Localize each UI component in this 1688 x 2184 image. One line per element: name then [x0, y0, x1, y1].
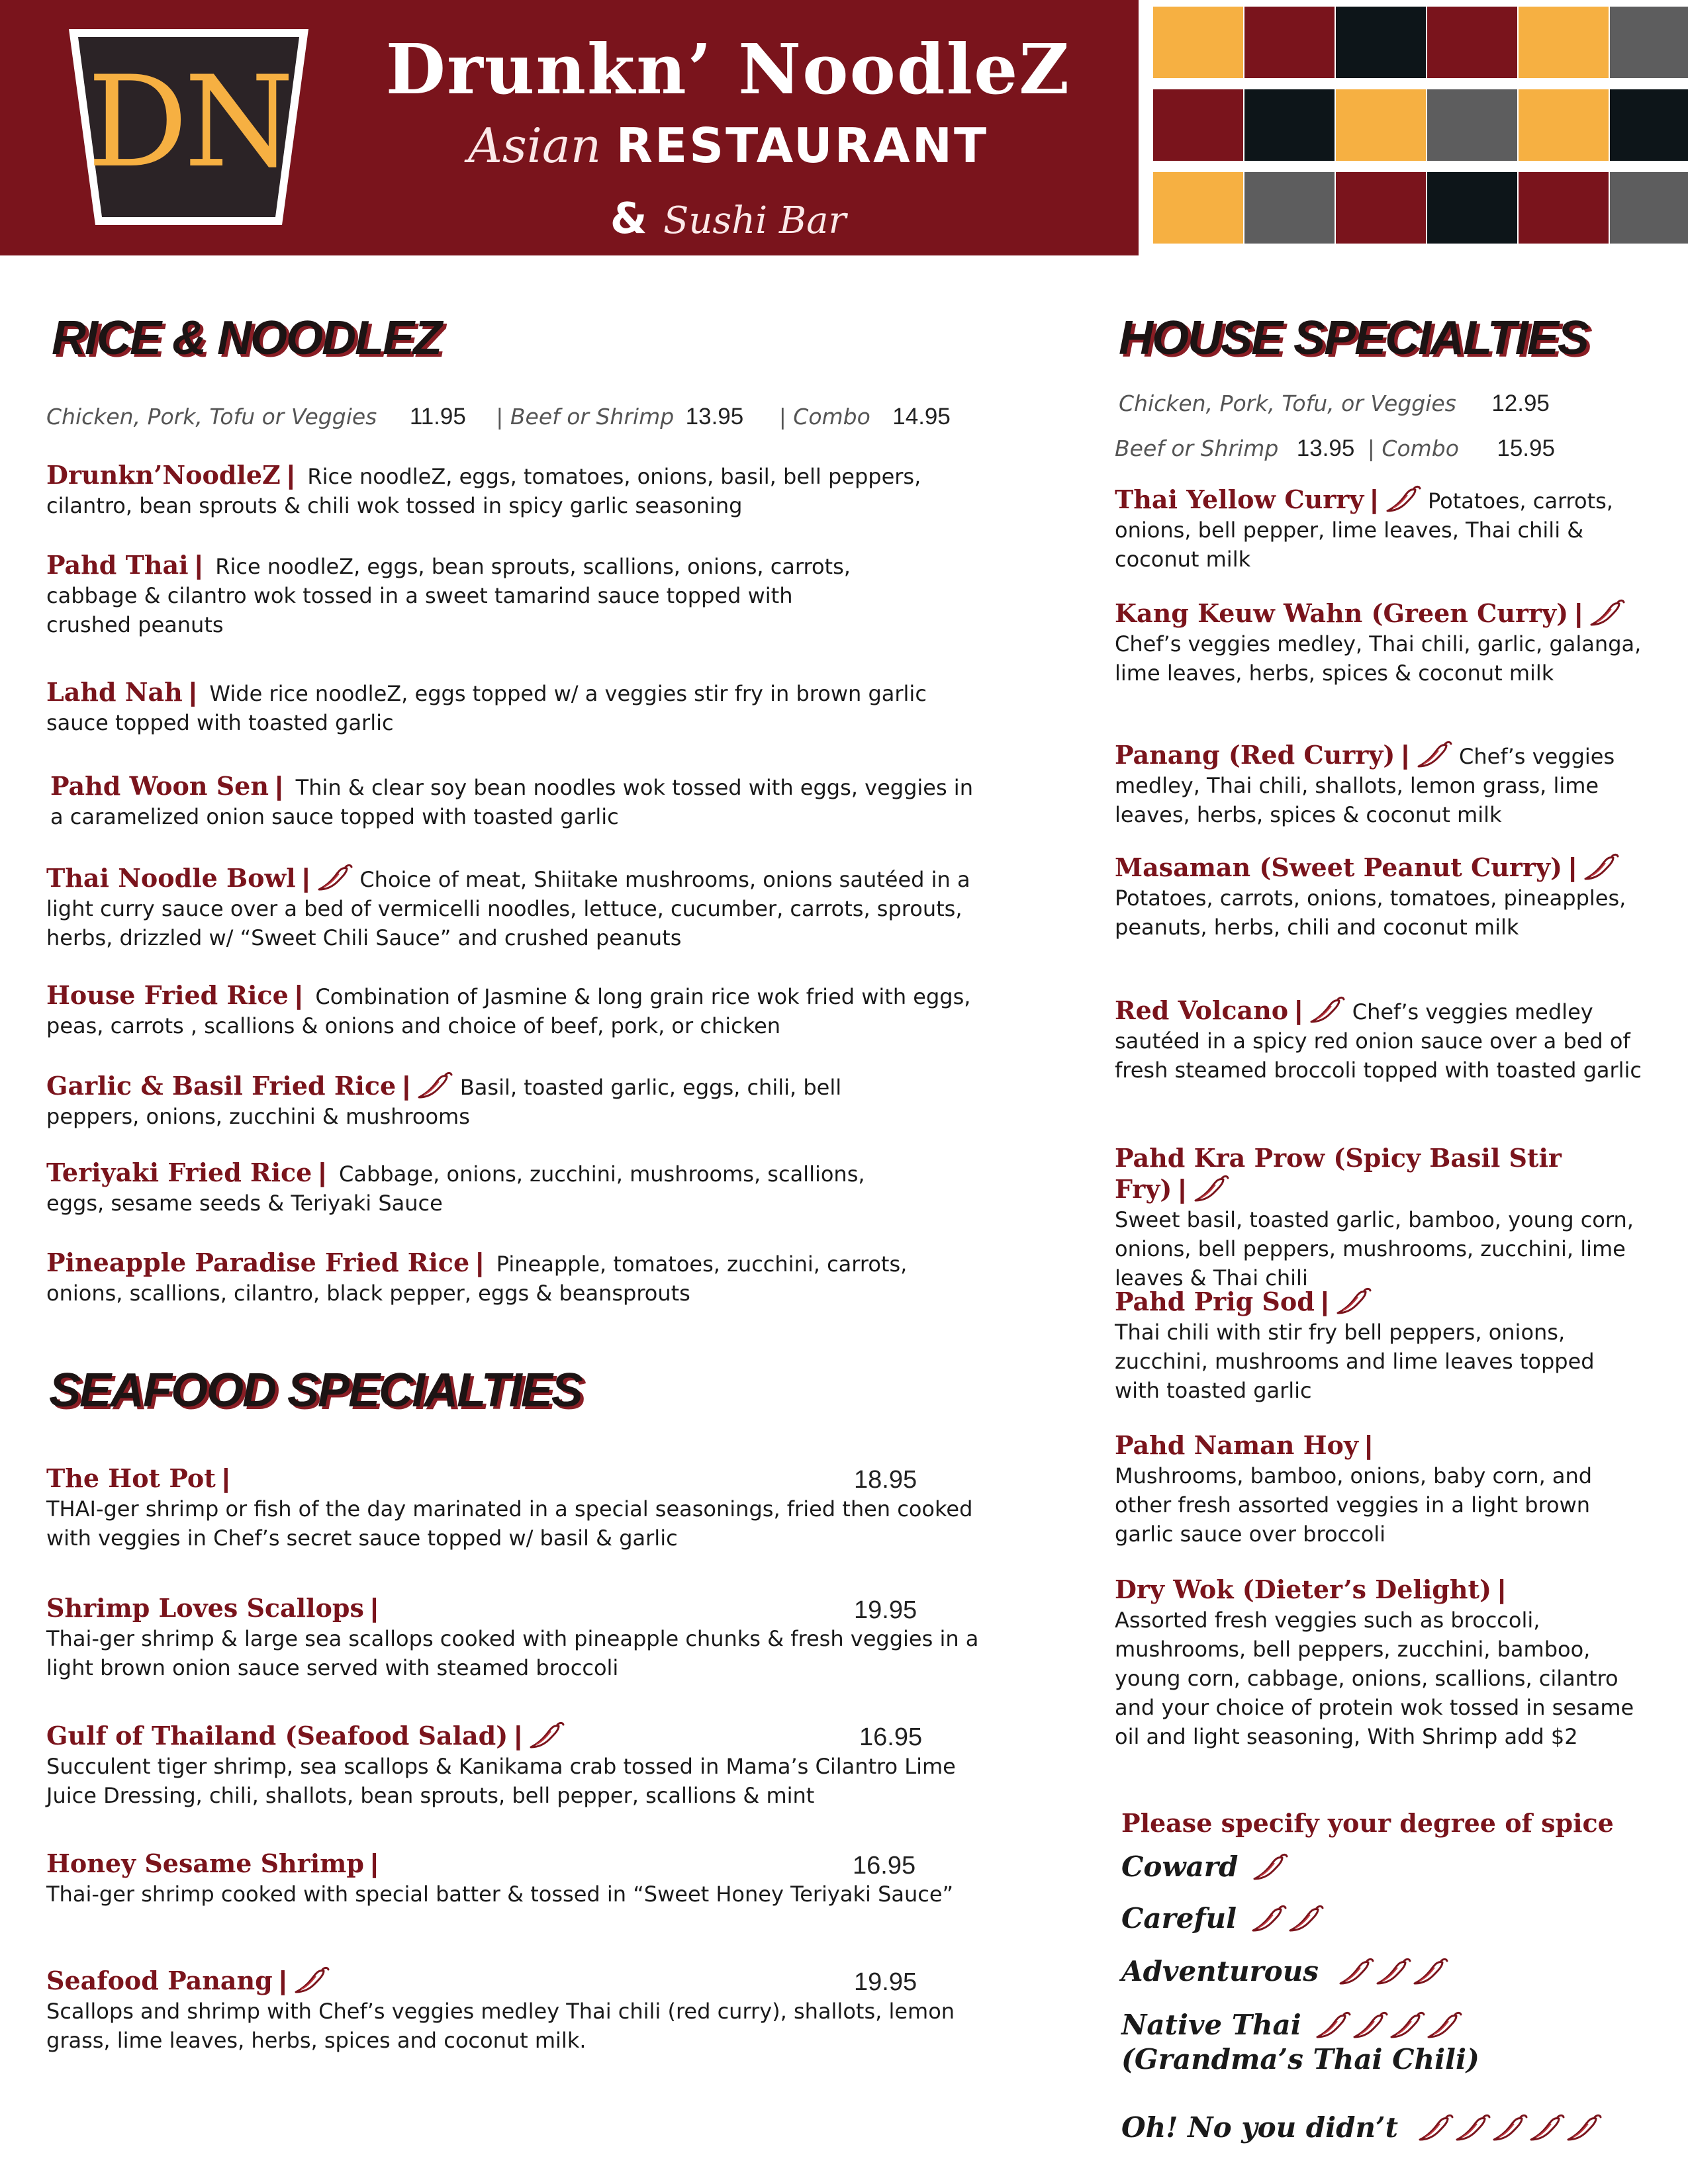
item-name: Garlic & Basil Fried Rice	[46, 1071, 397, 1101]
chili-icon	[1416, 740, 1453, 769]
tile	[1153, 172, 1243, 244]
rice-price-b-label: | Beef or Shrimp	[496, 404, 675, 430]
item-price: 19.95	[854, 1968, 917, 1996]
tile	[1427, 172, 1517, 244]
item-name: Thai Noodle Bowl	[46, 863, 296, 893]
house-price-line-2	[1115, 435, 1555, 462]
seafood-specialties-title: SEAFOOD SPECIALTIES	[49, 1364, 582, 1417]
tile	[1427, 89, 1517, 161]
item-description: Assorted fresh veggies such as broccoli, mushrooms, bell peppers, zucchini, bamboo, young corn, cabbage, onions, scallions, cilantro and your choice of protein wok tossed in sesame oil and light seasoning, With Shrimp add $2	[1115, 1608, 1634, 1749]
separator: |	[1569, 853, 1577, 882]
chili-rating	[1417, 2111, 1603, 2144]
rice-noodlez-title: RICE & NOODLEZ	[52, 312, 442, 365]
item-name: Pahd Woon Sen	[50, 771, 269, 801]
menu-item	[46, 1071, 927, 1131]
spice-level-native-thai	[1121, 2008, 1479, 2077]
brand-sushi-bar: Sushi Bar	[663, 199, 847, 242]
tile	[1610, 7, 1688, 78]
menu-item	[46, 1594, 986, 1682]
item-description: Chef’s veggies medley, Thai chili, garlic, galanga, lime leaves, herbs, spices & coconut milk	[1115, 631, 1642, 686]
separator: |	[402, 1071, 410, 1101]
chili-icon	[528, 1721, 565, 1750]
dn-logo	[66, 26, 311, 228]
separator: |	[1321, 1287, 1329, 1316]
tile	[1336, 7, 1426, 78]
chili-icon	[1375, 1957, 1412, 1986]
item-description: Chef’s veggies medley, Thai chili, shallots, lemon grass, lime leaves, herbs, spices & coconut milk	[1115, 744, 1615, 827]
tile	[1244, 7, 1335, 78]
brand-block	[357, 26, 1099, 244]
house-price-c-label: | Combo	[1367, 435, 1459, 461]
item-name: Thai Yellow Curry	[1115, 484, 1364, 514]
chili-icon	[1583, 852, 1620, 882]
rice-price-a-label: Chicken, Pork, Tofu or Veggies	[46, 404, 377, 430]
brand-restaurant: RESTAURANT	[616, 118, 989, 173]
rice-price-c: 14.95	[892, 404, 951, 430]
spice-level-coward	[1121, 1850, 1289, 1883]
rice-price-c-label: | Combo	[778, 404, 870, 430]
item-description: Choice of meat, Shiitake mushrooms, onions sautéed in a light curry sauce over a bed of vermicelli noodles, lettuce, cucumber, carrots, sprouts, herbs, drizzled w/ “Sweet Chili Sauce” and crushed peanuts	[46, 867, 970, 950]
menu-item	[50, 772, 977, 831]
house-price-a: 12.95	[1491, 390, 1550, 416]
spice-level-label: Coward	[1121, 1850, 1239, 1883]
tile	[1153, 89, 1243, 161]
brand-line-3	[357, 193, 1099, 257]
separator: |	[279, 1966, 287, 1995]
menu-item	[46, 551, 861, 639]
item-description: Wide rice noodleZ, eggs topped w/ a veggies stir fry in brown garlic sauce topped with toasted garlic	[46, 681, 927, 735]
spice-level-careful	[1121, 1902, 1325, 1934]
item-name: Shrimp Loves Scallops	[46, 1593, 364, 1623]
separator: |	[1370, 485, 1378, 514]
menu-item	[46, 1966, 973, 2055]
separator: |	[1575, 599, 1583, 628]
chili-icon	[1412, 1957, 1449, 1986]
house-price-a-label: Chicken, Pork, Tofu, or Veggies	[1119, 390, 1456, 416]
menu-item	[46, 1464, 986, 1553]
chili-icon	[1309, 995, 1346, 1024]
item-description: Thai-ger shrimp & large sea scallops cooked with pineapple chunks & fresh veggies in a light brown onion sauce served with steamed broccoli	[46, 1626, 979, 1680]
item-price: 18.95	[854, 1466, 917, 1494]
separator: |	[222, 1464, 230, 1493]
chili-rating	[1252, 1850, 1289, 1883]
chili-icon	[1528, 2113, 1566, 2142]
item-description: Combination of Jasmine & long grain rice wok fried with eggs, peas, carrots , scallions & onions and choice of beef, pork, or chicken	[46, 984, 971, 1038]
item-name: Pahd Prig Sod	[1115, 1287, 1315, 1316]
tile	[1427, 7, 1517, 78]
item-description: Pineapple, tomatoes, zucchini, carrots, onions, scallions, cilantro, black pepper, eggs & beansprouts	[46, 1251, 908, 1306]
item-name: Gulf of Thailand (Seafood Salad)	[46, 1721, 508, 1751]
brand-asian: Asian	[467, 118, 602, 173]
tile	[1153, 7, 1243, 78]
item-description: Thin & clear soy bean noodles wok tossed with eggs, veggies in a caramelized onion sauce topped with toasted garlic	[50, 775, 973, 829]
tile	[1610, 172, 1688, 244]
item-description: Sweet basil, toasted garlic, bamboo, young corn, onions, bell peppers, mushrooms, zucchini, lime leaves & Thai chili	[1115, 1207, 1634, 1291]
item-name: House Fried Rice	[46, 980, 289, 1010]
chili-icon	[316, 863, 353, 892]
separator: |	[370, 1594, 379, 1623]
spice-level-sublabel: (Grandma’s Thai Chili)	[1121, 2043, 1479, 2075]
menu-item	[1115, 598, 1644, 688]
chili-icon	[1352, 2011, 1389, 2040]
chili-icon	[1250, 1904, 1288, 1933]
tile	[1519, 89, 1609, 161]
item-price: 16.95	[853, 1852, 916, 1880]
brand-ampersand: &	[610, 195, 647, 244]
item-description: Rice noodleZ, eggs, bean sprouts, scallions, onions, carrots, cabbage & cilantro wok tossed in a sweet tamarind sauce topped with crushed peanuts	[46, 554, 851, 637]
separator: |	[514, 1721, 522, 1751]
separator: |	[295, 981, 303, 1010]
separator: |	[195, 551, 203, 580]
house-price-b: 13.95	[1296, 435, 1355, 461]
tile	[1244, 89, 1335, 161]
spice-level-label: Adventurous	[1121, 1955, 1319, 1987]
separator: |	[370, 1849, 379, 1878]
separator: |	[302, 864, 310, 893]
menu-item	[46, 678, 973, 737]
menu-item	[46, 1158, 927, 1218]
house-price-c: 15.95	[1497, 435, 1555, 461]
chili-rating	[1315, 2009, 1463, 2041]
tile	[1336, 89, 1426, 161]
item-description: Thai-ger shrimp cooked with special batter & tossed in “Sweet Honey Teriyaki Sauce”	[46, 1882, 954, 1907]
menu-item	[1115, 740, 1644, 829]
chili-icon	[1338, 1957, 1375, 1986]
house-price-line-1	[1119, 390, 1550, 417]
item-description: Chef’s veggies medley sautéed in a spicy red onion sauce over a bed of fresh steamed broccoli topped with toasted garlic	[1115, 999, 1642, 1083]
spice-guide-title: Please specify your degree of spice	[1121, 1808, 1614, 1838]
item-description: Thai chili with stir fry bell peppers, onions, zucchini, mushrooms and lime leaves topped with toasted garlic	[1115, 1320, 1595, 1403]
menu-item	[1115, 484, 1644, 574]
tile	[1610, 89, 1688, 161]
item-name: Red Volcano	[1115, 995, 1289, 1025]
item-name: Pahd Naman Hoy	[1115, 1430, 1358, 1460]
separator: |	[318, 1158, 326, 1187]
chili-icon	[1417, 2113, 1454, 2142]
logo-letters: DN	[87, 49, 291, 195]
separator: |	[189, 678, 197, 707]
item-price: 19.95	[854, 1596, 917, 1624]
house-price-b-label: Beef or Shrimp	[1115, 435, 1279, 461]
house-specialties-title: HOUSE SPECIALTIES	[1119, 312, 1588, 365]
separator: |	[1401, 741, 1409, 770]
item-description: THAI-ger shrimp or fish of the day marinated in a special seasonings, fried then cooked with veggies in Chef’s secret sauce topped w/ basil & garlic	[46, 1496, 973, 1551]
separator: |	[1498, 1575, 1506, 1604]
rice-price-line	[46, 404, 951, 430]
menu-item	[1115, 995, 1644, 1085]
restaurant-name: Drunkn’ NoodleZ	[385, 28, 1071, 110]
menu-item	[1115, 1144, 1644, 1293]
chili-icon	[1193, 1174, 1230, 1203]
separator: |	[1178, 1175, 1186, 1204]
chili-icon	[1288, 1904, 1325, 1933]
menu-item	[46, 863, 980, 952]
item-description: Succulent tiger shrimp, sea scallops & Kanikama crab tossed in Mama’s Cilantro Lime Juice Dressing, chili, shallots, bean sprouts, bell pepper, scallions & mint	[46, 1754, 956, 1808]
chili-icon	[1335, 1287, 1372, 1316]
rice-price-a: 11.95	[409, 404, 466, 430]
chili-icon	[293, 1966, 330, 1995]
item-name: Honey Sesame Shrimp	[46, 1848, 364, 1878]
item-name: Masaman (Sweet Peanut Curry)	[1115, 852, 1563, 882]
chili-icon	[1315, 2011, 1352, 2040]
item-description: Scallops and shrimp with Chef’s veggies medley Thai chili (red curry), shallots, lemon grass, lime leaves, herbs, spices and coconut milk.	[46, 1999, 955, 2053]
chili-rating	[1250, 1902, 1325, 1934]
chili-icon	[1385, 484, 1422, 514]
item-name: Teriyaki Fried Rice	[46, 1158, 312, 1187]
item-description: Potatoes, carrots, onions, bell pepper, lime leaves, Thai chili & coconut milk	[1115, 488, 1613, 572]
separator: |	[1364, 1431, 1373, 1460]
menu-item	[46, 1248, 927, 1308]
item-name: Drunkn’NoodleZ	[46, 460, 281, 490]
chili-icon	[1252, 1852, 1289, 1882]
rice-price-b: 13.95	[685, 404, 744, 430]
chili-icon	[416, 1071, 453, 1100]
menu-item	[1115, 1431, 1644, 1549]
item-name: Pineapple Paradise Fried Rice	[46, 1248, 470, 1277]
chili-icon	[1389, 2011, 1426, 2040]
tile	[1519, 7, 1609, 78]
menu-item	[46, 1721, 986, 1810]
tile	[1519, 172, 1609, 244]
separator: |	[476, 1248, 484, 1277]
spice-level-adventurous	[1121, 1955, 1449, 1987]
separator: |	[1295, 996, 1303, 1025]
tile	[1336, 172, 1426, 244]
chili-icon	[1454, 2113, 1491, 2142]
item-description: Basil, toasted garlic, eggs, chili, bell peppers, onions, zucchini & mushrooms	[46, 1075, 842, 1129]
spice-level-label: Native Thai	[1121, 2009, 1301, 2041]
brand-line-2	[357, 113, 1099, 193]
menu-item	[46, 1849, 986, 1909]
chili-icon	[1426, 2011, 1463, 2040]
spice-level-label: Careful	[1121, 1902, 1237, 1934]
color-tile-mosaic	[1153, 7, 1688, 251]
item-name: Pahd Kra Prow (Spicy Basil Stir Fry)	[1115, 1143, 1562, 1204]
tile	[1244, 172, 1335, 244]
menu-item	[1115, 852, 1644, 942]
item-name: Dry Wok (Dieter’s Delight)	[1115, 1574, 1492, 1604]
separator: |	[287, 461, 295, 490]
spice-level-oh-no	[1121, 2111, 1603, 2144]
menu-item	[46, 981, 986, 1040]
spice-level-label: Oh! No you didn’t	[1121, 2111, 1399, 2144]
chili-rating	[1338, 1955, 1449, 1987]
menu-item	[1115, 1287, 1644, 1405]
item-name: Panang (Red Curry)	[1115, 740, 1395, 770]
item-description: Rice noodleZ, eggs, tomatoes, onions, basil, bell peppers, cilantro, bean sprouts & chili wok tossed in spicy garlic seasoning	[46, 464, 921, 518]
item-description: Potatoes, carrots, onions, tomatoes, pineapples, peanuts, herbs, chili and coconut milk	[1115, 886, 1626, 940]
chili-icon	[1566, 2113, 1603, 2142]
menu-item	[46, 461, 973, 520]
item-description: Mushrooms, bamboo, onions, baby corn, and other fresh assorted veggies in a light brown garlic sauce over broccoli	[1115, 1463, 1593, 1547]
menu-item	[1115, 1575, 1644, 1751]
item-name: Seafood Panang	[46, 1966, 273, 1995]
item-description: Cabbage, onions, zucchini, mushrooms, scallions, eggs, sesame seeds & Teriyaki Sauce	[46, 1161, 865, 1216]
chili-icon	[1589, 598, 1626, 627]
chili-icon	[1491, 2113, 1528, 2142]
item-name: Lahd Nah	[46, 677, 183, 707]
item-name: Kang Keuw Wahn (Green Curry)	[1115, 598, 1569, 628]
separator: |	[275, 772, 283, 801]
item-price: 16.95	[859, 1723, 923, 1751]
item-name: Pahd Thai	[46, 550, 189, 580]
menu-header	[0, 0, 1688, 255]
item-name: The Hot Pot	[46, 1463, 216, 1493]
